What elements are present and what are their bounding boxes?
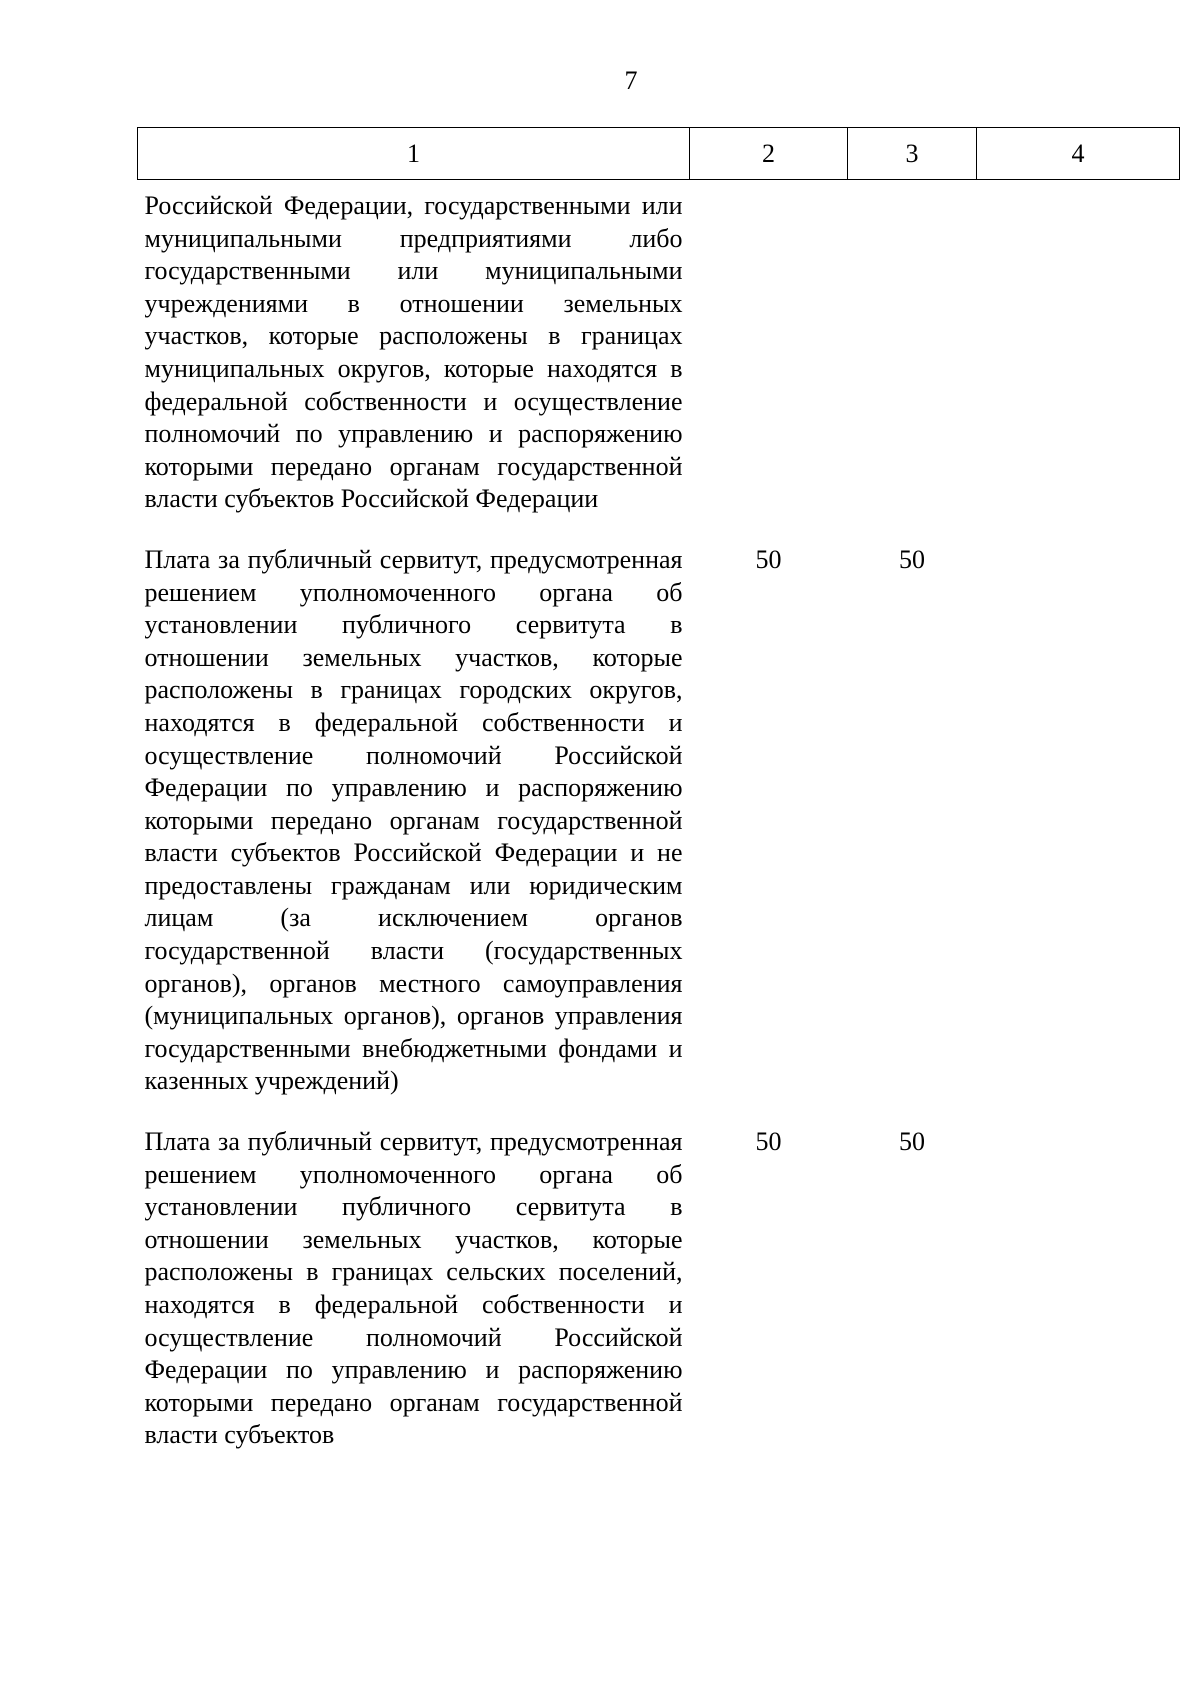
revenue-table bbox=[137, 127, 1180, 1452]
row-col-3-value bbox=[848, 180, 977, 516]
row-col-4-value bbox=[977, 516, 1180, 1098]
header-col-2: 2 bbox=[690, 128, 848, 180]
row-col-4-value bbox=[977, 180, 1180, 516]
row-col-2-value bbox=[690, 180, 848, 516]
table-row bbox=[138, 1098, 1180, 1452]
row-description: Плата за публичный сервитут, предусмотренная решением уполномоченного органа об установлении публичного сервитута в отношении земельных участков, которые расположены в границах сельских поселений, находятся в федеральной собственности и осуществление полномочий Российской Федерации по управлению и распоряжению которыми передано органам государственной власти субъектов bbox=[144, 1127, 683, 1450]
header-col-1: 1 bbox=[138, 128, 690, 180]
row-description: Российской Федерации, государственными или муниципальными предприятиями либо государственными или муниципальными учреждениями в отношении земельных участков, которые расположены в границах муниципальных округов, которые находятся в федеральной собственности и осуществление полномочий по управлению и распоряжению которыми передано органам государственной власти субъектов Российской Федерации bbox=[144, 191, 683, 514]
row-col-3-value: 50 bbox=[899, 544, 925, 574]
table-body bbox=[138, 180, 1180, 1452]
header-col-3: 3 bbox=[848, 128, 977, 180]
table-header bbox=[138, 128, 1180, 180]
row-col-3-value: 50 bbox=[899, 1127, 925, 1157]
header-row bbox=[138, 128, 1180, 180]
table-row bbox=[138, 516, 1180, 1098]
row-col-2-value: 50 bbox=[755, 544, 782, 574]
page-number: 7 bbox=[624, 66, 638, 95]
row-col-4-value bbox=[977, 1098, 1180, 1452]
header-col-4: 4 bbox=[977, 128, 1180, 180]
row-col-2-value: 50 bbox=[755, 1127, 782, 1157]
table-row bbox=[138, 180, 1180, 516]
row-description: Плата за публичный сервитут, предусмотренная решением уполномоченного органа об установлении публичного сервитута в отношении земельных участков, которые расположены в границах городских округов, находятся в федеральной собственности и осуществление полномочий Российской Федерации по управлению и распоряжению которыми передано органам государственной власти субъектов Российской Федерации и не предоставлены гражданам или юридическим лицам (за исключением органов государственной власти (государственных органов), органов местного самоуправления (муниципальных органов), органов управления государственными внебюджетными фондами и казенных учреждений) bbox=[144, 544, 683, 1096]
